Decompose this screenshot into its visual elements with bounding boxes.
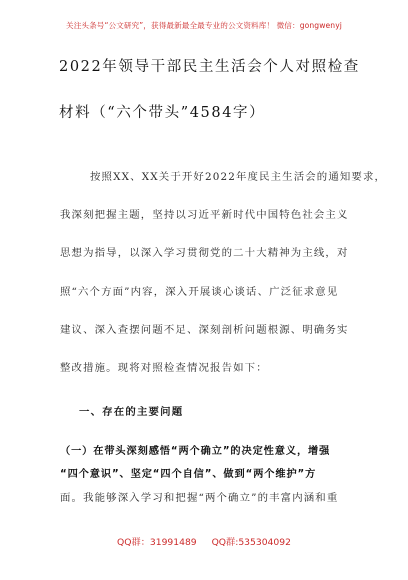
subsection-line: “四个意识”、坚定“四个自信”、做到“两个维护”方 [60, 469, 317, 480]
document-title-line-1: 2022年领导干部民主生活会个人对照检查 [59, 59, 360, 75]
footer-qq-group-1: QQ群：31991489 [117, 537, 197, 548]
body-paragraph-line: 建议、深入查摆问题不足、深刻剖析问题根源、明确务实 [60, 324, 349, 336]
footer-contact [0, 534, 408, 548]
body-paragraph-line: 思想为指导，以深入学习贯彻党的二十大精神为主线，对 [60, 247, 349, 259]
promo-banner: 关注头条号“公文研究”，获得最新最全最专业的公文资料库！ 微信：gongwenyj [66, 21, 342, 30]
section-heading: 一、存在的主要问题 [79, 406, 184, 418]
body-paragraph-line: 面。我能够深入学习和把握“两个确立”的丰富内涵和重 [60, 492, 339, 504]
body-paragraph-line: 我深刻把握主题，坚持以习近平新时代中国特色社会主义 [60, 209, 349, 221]
body-paragraph-line: 整改措施。现将对照检查情况报告如下： [60, 362, 268, 374]
body-paragraph-line: 按照XX、XX关于开好2022年度民主生活会的通知要求， [90, 171, 387, 183]
footer-qq-group-2: QQ群:535304092 [211, 537, 291, 548]
subsection-line: （一）在带头深刻感悟“两个确立”的决定性意义，增强 [60, 446, 331, 457]
document-title-line-2: 材料（“六个带头”4584字） [59, 105, 266, 121]
body-paragraph-line: 照“六个方面”内容，深入开展谈心谈话、广泛征求意见 [60, 286, 339, 298]
